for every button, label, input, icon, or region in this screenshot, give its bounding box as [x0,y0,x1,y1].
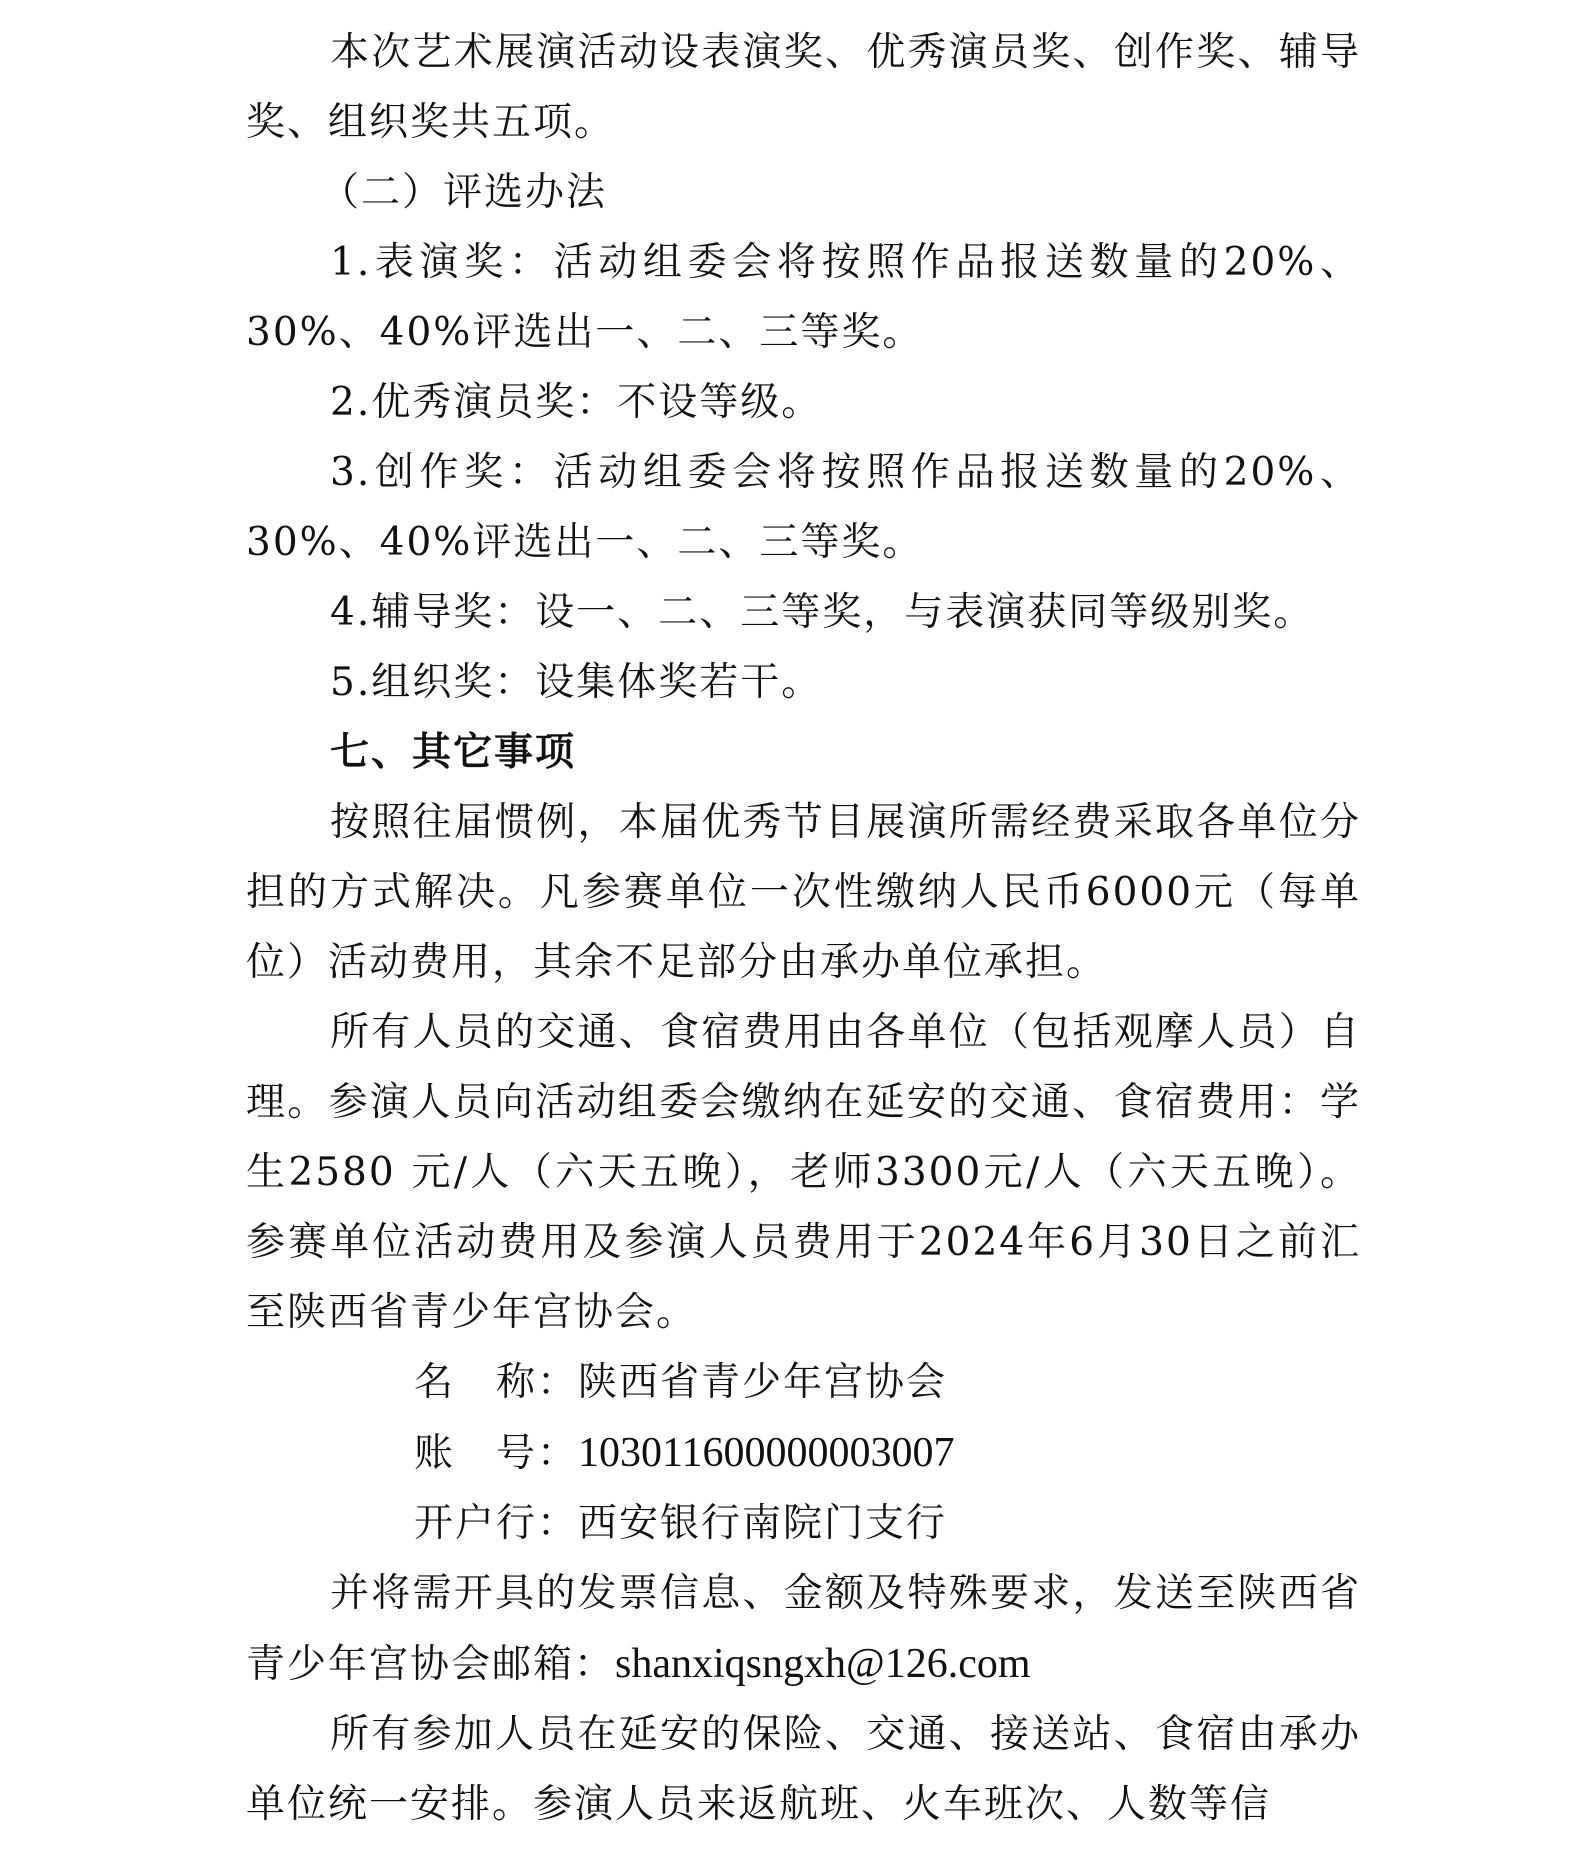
invoice-text: 并将需开具的发票信息、金额及特殊要求，发送至陕西省青少年宫协会邮箱： [246,1571,1361,1687]
awards-intro-paragraph: 本次艺术展演活动设表演奖、优秀演员奖、创作奖、辅导奖、组织奖共五项。 [246,30,1361,145]
costs-paragraph: 所有人员的交通、食宿费用由各单位（包括观摩人员）自理。参演人员向活动组委会缴纳在延安的交通、食宿费用：学生2580 元/人（六天五晚），老师3300元/人（六天五晚）。参赛单位活动费用及参演人员费用于2024年6月30日之前汇至陕西省青少年宫协会。 [246,1010,1361,1335]
account-name-label: 名 称： [414,1360,579,1405]
bank-line [246,1489,1361,1559]
account-number-value: 103011600000003007 [578,1430,955,1476]
list-item: 5.组织奖：设集体奖若干。 [330,660,823,705]
email-address: shanxiqsngxh@126.com [615,1641,1031,1687]
account-number-label: 账 号： [414,1431,579,1476]
fees-paragraph: 按照往届惯例，本届优秀节目展演所需经费采取各单位分担的方式解决。凡参赛单位一次性缴纳人民币6000元（每单位）活动费用，其余不足部分由承办单位承担。 [246,800,1361,985]
bank-value: 西安银行南院门支行 [578,1501,948,1546]
bank-label: 开户行： [414,1501,579,1546]
list-item: 2.优秀演员奖：不设等级。 [330,380,823,425]
list-item: 1.表演奖：活动组委会将按照作品报送数量的20%、30%、40%评选出一、二、三等奖。 [246,240,1361,355]
section-evaluation-title: （二）评选办法 [320,170,608,215]
arrangement-paragraph: 所有参加人员在延安的保险、交通、接送站、食宿由承办单位统一安排。参演人员来返航班、火车班次、人数等信 [246,1712,1361,1827]
section-heading-other: 七、其它事项 [330,730,577,775]
list-item: 4.辅导奖：设一、二、三等奖，与表演获同等级别奖。 [330,590,1315,635]
account-name-line [246,1348,1361,1418]
account-number-line [246,1418,1361,1489]
invoice-paragraph [246,1559,1361,1700]
list-item: 3.创作奖：活动组委会将按照作品报送数量的20%、30%、40%评选出一、二、三等奖。 [246,450,1361,565]
account-name-value: 陕西省青少年宫协会 [578,1360,948,1405]
document-page [246,18,1361,1840]
